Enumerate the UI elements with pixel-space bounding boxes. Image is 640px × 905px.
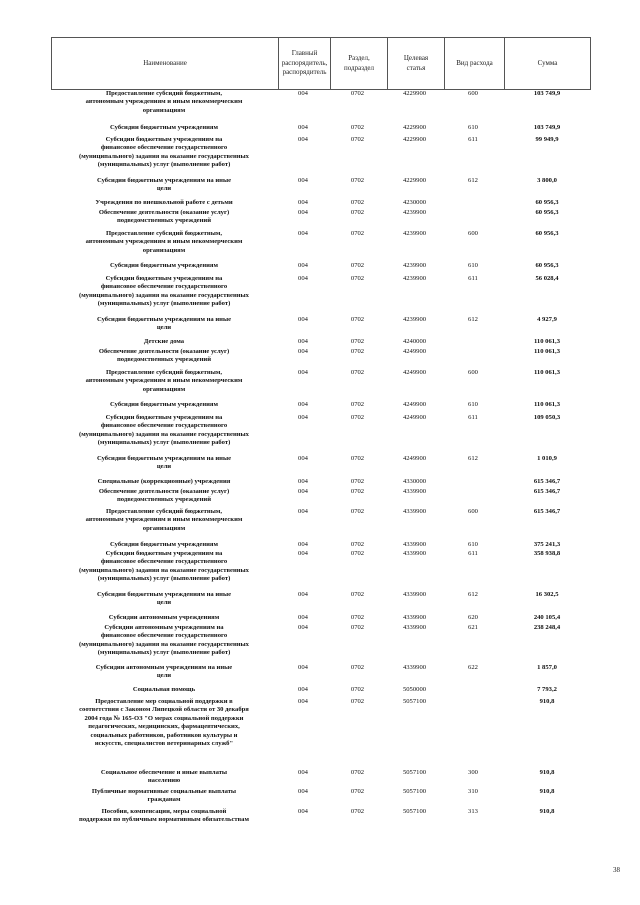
row-expense-type: 612 bbox=[468, 177, 478, 184]
row-target-code: 4339900 bbox=[402, 550, 427, 557]
row-section-code: 0702 bbox=[350, 550, 365, 557]
row-admin-code: 004 bbox=[298, 614, 308, 621]
row-section-code: 0702 bbox=[350, 664, 365, 671]
row-target-code: 4240000 bbox=[402, 338, 427, 345]
row-expense-type: 621 bbox=[468, 624, 478, 631]
row-expense-type: 600 bbox=[468, 369, 478, 376]
row-admin-code: 004 bbox=[298, 369, 308, 376]
row-admin-code: 004 bbox=[298, 788, 308, 795]
row-sum: 60 956,3 bbox=[535, 230, 559, 237]
row-sum: 1 857,0 bbox=[537, 664, 557, 671]
row-section-code: 0702 bbox=[350, 136, 365, 143]
row-admin-code: 004 bbox=[298, 541, 308, 548]
row-name: Детские дома bbox=[143, 338, 185, 345]
row-target-code: 5057100 bbox=[402, 788, 427, 795]
row-admin-code: 004 bbox=[298, 508, 308, 515]
row-sum: 110 061,3 bbox=[533, 401, 560, 408]
row-target-code: 4239900 bbox=[402, 209, 427, 216]
row-expense-type: 610 bbox=[468, 262, 478, 269]
row-sum: 615 346,7 bbox=[533, 508, 561, 515]
row-target-code: 4249900 bbox=[402, 348, 427, 355]
row-target-code: 4229900 bbox=[402, 124, 427, 131]
row-name: Субсидии бюджетным учреждениям на иные цели bbox=[96, 455, 232, 471]
row-section-code: 0702 bbox=[350, 369, 365, 376]
row-sum: 16 302,5 bbox=[535, 591, 559, 598]
row-expense-type: 622 bbox=[468, 664, 478, 671]
row-admin-code: 004 bbox=[298, 550, 308, 557]
row-admin-code: 004 bbox=[298, 769, 308, 776]
row-admin-code: 004 bbox=[298, 177, 308, 184]
row-name: Субсидии бюджетным учреждениям bbox=[110, 124, 218, 131]
row-admin-code: 004 bbox=[298, 808, 308, 815]
row-name: Публичные нормативные социальные выплаты гражданам bbox=[91, 788, 237, 804]
row-section-code: 0702 bbox=[350, 698, 365, 705]
row-name: Субсидии бюджетным учреждениям на иные цели bbox=[96, 316, 232, 332]
row-target-code: 5057100 bbox=[402, 769, 427, 776]
row-admin-code: 004 bbox=[298, 698, 308, 705]
row-admin-code: 004 bbox=[298, 455, 308, 462]
row-target-code: 5050000 bbox=[402, 686, 427, 693]
row-section-code: 0702 bbox=[350, 769, 365, 776]
row-admin-code: 004 bbox=[298, 90, 308, 97]
row-target-code: 4330000 bbox=[402, 478, 427, 485]
row-expense-type: 612 bbox=[468, 316, 478, 323]
row-section-code: 0702 bbox=[350, 478, 365, 485]
header-sum: Сумма bbox=[504, 38, 590, 89]
row-target-code: 4239900 bbox=[402, 262, 427, 269]
row-name: Субсидии автономным учреждениям bbox=[108, 614, 220, 621]
row-expense-type: 310 bbox=[468, 788, 478, 795]
row-name: Субсидии автономным учреждениям на иные цели bbox=[95, 664, 233, 680]
row-admin-code: 004 bbox=[298, 591, 308, 598]
row-target-code: 4249900 bbox=[402, 401, 427, 408]
row-expense-type: 612 bbox=[468, 591, 478, 598]
row-sum: 238 248,4 bbox=[533, 624, 561, 631]
row-name: Обеспечение деятельности (оказание услуг) подведомственных учреждений bbox=[98, 209, 230, 225]
row-expense-type: 610 bbox=[468, 541, 478, 548]
row-target-code: 4249900 bbox=[402, 414, 427, 421]
row-section-code: 0702 bbox=[350, 686, 365, 693]
row-name: Предоставление субсидий бюджетным, автономным учреждениям и иным некоммерческим организациям bbox=[85, 508, 243, 532]
row-name: Обеспечение деятельности (оказание услуг) подведомственных учреждений bbox=[98, 488, 230, 504]
row-sum: 615 346,7 bbox=[533, 488, 561, 495]
row-name: Субсидии бюджетным учреждениям на финансовое обеспечение государственного (муниципального) задания на оказание государственных (муниципальных) услуг (выполнение работ) bbox=[79, 136, 249, 169]
row-admin-code: 004 bbox=[298, 338, 308, 345]
row-section-code: 0702 bbox=[350, 209, 365, 216]
header-name: Наименование bbox=[143, 58, 187, 67]
row-target-code: 4339900 bbox=[402, 508, 427, 515]
row-sum: 910,8 bbox=[539, 769, 555, 776]
row-expense-type: 611 bbox=[468, 136, 478, 143]
row-sum: 99 949,9 bbox=[535, 136, 559, 143]
row-expense-type: 610 bbox=[468, 124, 478, 131]
row-expense-type: 600 bbox=[468, 90, 478, 97]
row-expense-type: 611 bbox=[468, 275, 478, 282]
row-name: Субсидии бюджетным учреждениям bbox=[110, 541, 218, 548]
row-sum: 3 800,0 bbox=[537, 177, 557, 184]
row-sum: 110 061,3 bbox=[533, 338, 560, 345]
row-expense-type: 300 bbox=[468, 769, 478, 776]
row-name: Субсидии автономным учреждениям на финансовое обеспечение государственного (муниципального) задания на оказание государственных (муниципальных) услуг (выполнение работ) bbox=[79, 624, 249, 657]
row-section-code: 0702 bbox=[350, 808, 365, 815]
row-section-code: 0702 bbox=[350, 624, 365, 631]
row-admin-code: 004 bbox=[298, 686, 308, 693]
row-sum: 7 793,2 bbox=[537, 686, 557, 693]
row-admin-code: 004 bbox=[298, 401, 308, 408]
row-target-code: 4249900 bbox=[402, 455, 427, 462]
row-sum: 109 050,3 bbox=[533, 414, 561, 421]
row-admin-code: 004 bbox=[298, 124, 308, 131]
row-sum: 358 938,8 bbox=[533, 550, 561, 557]
row-section-code: 0702 bbox=[350, 508, 365, 515]
row-section-code: 0702 bbox=[350, 262, 365, 269]
row-expense-type: 600 bbox=[468, 508, 478, 515]
row-name: Учреждения по внешкольной работе с детьми bbox=[95, 199, 233, 206]
row-target-code: 4339900 bbox=[402, 591, 427, 598]
row-sum: 910,8 bbox=[539, 808, 555, 815]
row-sum: 110 061,3 bbox=[533, 348, 560, 355]
row-sum: 60 956,3 bbox=[535, 199, 559, 206]
row-section-code: 0702 bbox=[350, 230, 365, 237]
row-section-code: 0702 bbox=[350, 90, 365, 97]
row-sum: 615 346,7 bbox=[533, 478, 561, 485]
row-admin-code: 004 bbox=[298, 209, 308, 216]
row-target-code: 4339900 bbox=[402, 614, 427, 621]
row-expense-type: 620 bbox=[468, 614, 478, 621]
row-name: Субсидии бюджетным учреждениям на финансовое обеспечение государственного (муниципального) задания на оказание государственных (муниципальных) услуг (выполнение работ) bbox=[79, 275, 249, 308]
row-target-code: 5057100 bbox=[402, 808, 427, 815]
row-target-code: 4229900 bbox=[402, 90, 427, 97]
row-target-code: 4339900 bbox=[402, 624, 427, 631]
row-name: Социальная помощь bbox=[132, 686, 196, 693]
row-expense-type: 610 bbox=[468, 401, 478, 408]
row-section-code: 0702 bbox=[350, 199, 365, 206]
row-section-code: 0702 bbox=[350, 488, 365, 495]
row-name: Специальные (коррекционные) учреждения bbox=[97, 478, 231, 485]
row-section-code: 0702 bbox=[350, 541, 365, 548]
row-target-code: 4229900 bbox=[402, 136, 427, 143]
row-name: Субсидии бюджетным учреждениям на иные цели bbox=[96, 177, 232, 193]
row-sum: 1 010,9 bbox=[537, 455, 557, 462]
row-section-code: 0702 bbox=[350, 591, 365, 598]
row-name: Субсидии бюджетным учреждениям на финансовое обеспечение государственного (муниципального) задания на оказание государственных (муниципальных) услуг (выполнение работ) bbox=[79, 550, 249, 583]
row-sum: 103 749,9 bbox=[533, 124, 561, 131]
row-sum: 60 956,3 bbox=[535, 262, 559, 269]
row-name: Субсидии бюджетным учреждениям на финансовое обеспечение государственного (муниципального) задания на оказание государственных (муниципальных) услуг (выполнение работ) bbox=[79, 414, 249, 447]
row-target-code: 4339900 bbox=[402, 488, 427, 495]
row-section-code: 0702 bbox=[350, 414, 365, 421]
row-name: Обеспечение деятельности (оказание услуг) подведомственных учреждений bbox=[98, 348, 230, 364]
row-target-code: 5057100 bbox=[402, 698, 427, 705]
table-header bbox=[51, 37, 591, 90]
row-section-code: 0702 bbox=[350, 614, 365, 621]
row-name: Предоставление субсидий бюджетным, автономным учреждениям и иным некоммерческим организациям bbox=[85, 369, 243, 393]
row-section-code: 0702 bbox=[350, 788, 365, 795]
row-expense-type: 600 bbox=[468, 230, 478, 237]
row-admin-code: 004 bbox=[298, 275, 308, 282]
row-admin-code: 004 bbox=[298, 136, 308, 143]
row-section-code: 0702 bbox=[350, 275, 365, 282]
row-name: Предоставление субсидий бюджетным, автономным учреждениям и иным некоммерческим организациям bbox=[85, 230, 243, 254]
row-section-code: 0702 bbox=[350, 455, 365, 462]
row-sum: 240 105,4 bbox=[533, 614, 561, 621]
row-sum: 4 927,9 bbox=[537, 316, 557, 323]
row-admin-code: 004 bbox=[298, 624, 308, 631]
row-admin-code: 004 bbox=[298, 664, 308, 671]
row-admin-code: 004 bbox=[298, 348, 308, 355]
row-admin-code: 004 bbox=[298, 478, 308, 485]
header-target: Целевая статья bbox=[387, 38, 444, 89]
header-exp-type: Вид расхода bbox=[444, 38, 504, 89]
page-number: 38 bbox=[613, 866, 620, 874]
row-target-code: 4339900 bbox=[402, 664, 427, 671]
row-name: Социальное обеспечение и иные выплаты населению bbox=[100, 769, 228, 785]
row-name: Пособия, компенсации, меры социальной поддержки по публичным нормативным обязательствам bbox=[79, 808, 249, 824]
row-sum: 103 749,9 bbox=[533, 90, 561, 97]
row-section-code: 0702 bbox=[350, 401, 365, 408]
row-sum: 110 061,3 bbox=[533, 369, 560, 376]
row-name: Предоставление мер социальной поддержки в соответствии с Законом Липецкой области от 30 декабря 2004 года № 165-ОЗ "О мерах социальной поддержки педагогических, медицинских, фармацевтических, социальных работников, работников культуры и искусств, специалистов ветеринарных служб" bbox=[79, 698, 249, 748]
row-section-code: 0702 bbox=[350, 177, 365, 184]
row-sum: 56 028,4 bbox=[535, 275, 559, 282]
row-expense-type: 611 bbox=[468, 414, 478, 421]
row-sum: 910,8 bbox=[539, 698, 555, 705]
row-sum: 60 956,3 bbox=[535, 209, 559, 216]
row-expense-type: 611 bbox=[468, 550, 478, 557]
row-admin-code: 004 bbox=[298, 262, 308, 269]
row-expense-type: 612 bbox=[468, 455, 478, 462]
row-section-code: 0702 bbox=[350, 348, 365, 355]
row-expense-type: 313 bbox=[468, 808, 478, 815]
row-target-code: 4339900 bbox=[402, 541, 427, 548]
row-admin-code: 004 bbox=[298, 316, 308, 323]
row-sum: 910,8 bbox=[539, 788, 555, 795]
row-section-code: 0702 bbox=[350, 124, 365, 131]
row-sum: 375 241,3 bbox=[533, 541, 561, 548]
header-admin: Главный распорядитель, распорядитель bbox=[278, 38, 330, 89]
row-target-code: 4229900 bbox=[402, 177, 427, 184]
row-admin-code: 004 bbox=[298, 488, 308, 495]
row-target-code: 4239900 bbox=[402, 275, 427, 282]
row-target-code: 4230000 bbox=[402, 199, 427, 206]
row-name: Субсидии бюджетным учреждениям bbox=[110, 401, 218, 408]
header-section: Раздел, подраздел bbox=[330, 38, 387, 89]
row-name: Субсидии бюджетным учреждениям bbox=[110, 262, 218, 269]
row-admin-code: 004 bbox=[298, 199, 308, 206]
row-admin-code: 004 bbox=[298, 414, 308, 421]
row-target-code: 4239900 bbox=[402, 316, 427, 323]
row-target-code: 4239900 bbox=[402, 230, 427, 237]
row-admin-code: 004 bbox=[298, 230, 308, 237]
row-section-code: 0702 bbox=[350, 338, 365, 345]
row-target-code: 4249900 bbox=[402, 369, 427, 376]
row-name: Субсидии бюджетным учреждениям на иные цели bbox=[96, 591, 232, 607]
row-section-code: 0702 bbox=[350, 316, 365, 323]
row-name: Предоставление субсидий бюджетным, автономным учреждениям и иным некоммерческим организациям bbox=[85, 90, 243, 114]
